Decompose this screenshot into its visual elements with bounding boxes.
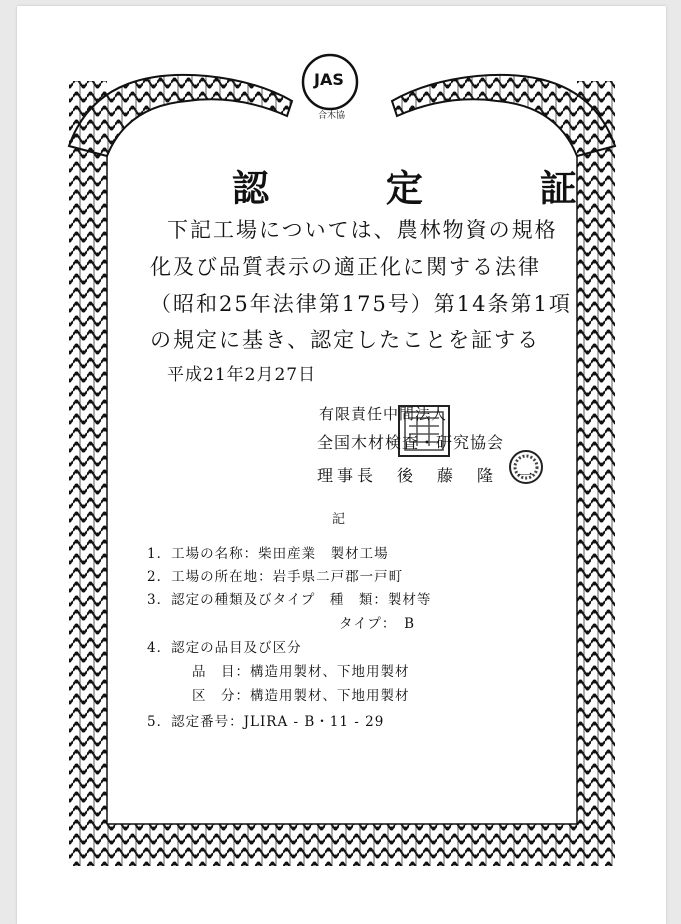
body-line: の規定に基き、認定したことを証する [150, 328, 541, 352]
item-certification-type: 3．認定の種類及びタイプ 種 類：製材等 [147, 592, 432, 608]
item-factory-name: 1．工場の名称：柴田産業 製材工場 [147, 546, 389, 562]
certificate-title: 認 定 証 [232, 166, 629, 210]
item-products: 4．認定の品目及び区分 [147, 640, 302, 656]
issue-date: 平成21年2月27日 [167, 365, 317, 385]
certificate-page [17, 6, 666, 924]
issuer-type: 有限責任中間法人 [319, 405, 448, 423]
item-factory-location: 2．工場の所在地：岩手県二戸郡一戸町 [147, 569, 404, 585]
item-certification-number: 5．認定番号：JLIRA - B・11 - 29 [147, 714, 385, 730]
ki-heading: 記 [332, 512, 346, 527]
border-left [69, 81, 107, 861]
issuer-name: 全国木材検査・研究協会 [317, 433, 505, 452]
body-line: 化及び品質表示の適正化に関する法律 [150, 255, 541, 279]
item-products-kubun: 区 分：構造用製材、下地用製材 [192, 688, 410, 704]
issuer-chairman: 理事長 後 藤 隆 一 [317, 466, 538, 485]
body-line: （昭和25年法律第175号）第14条第1項 [150, 292, 572, 316]
item-products-hinmoku: 品 目：構造用製材、下地用製材 [192, 664, 410, 680]
jas-emblem-label: JAS [314, 70, 344, 89]
jas-emblem-sub: 合木協 [318, 111, 346, 121]
item-certification-type-value: タイプ： B [339, 616, 415, 632]
border-bottom [69, 824, 615, 866]
body-line: 下記工場については、農林物資の規格 [167, 218, 558, 242]
